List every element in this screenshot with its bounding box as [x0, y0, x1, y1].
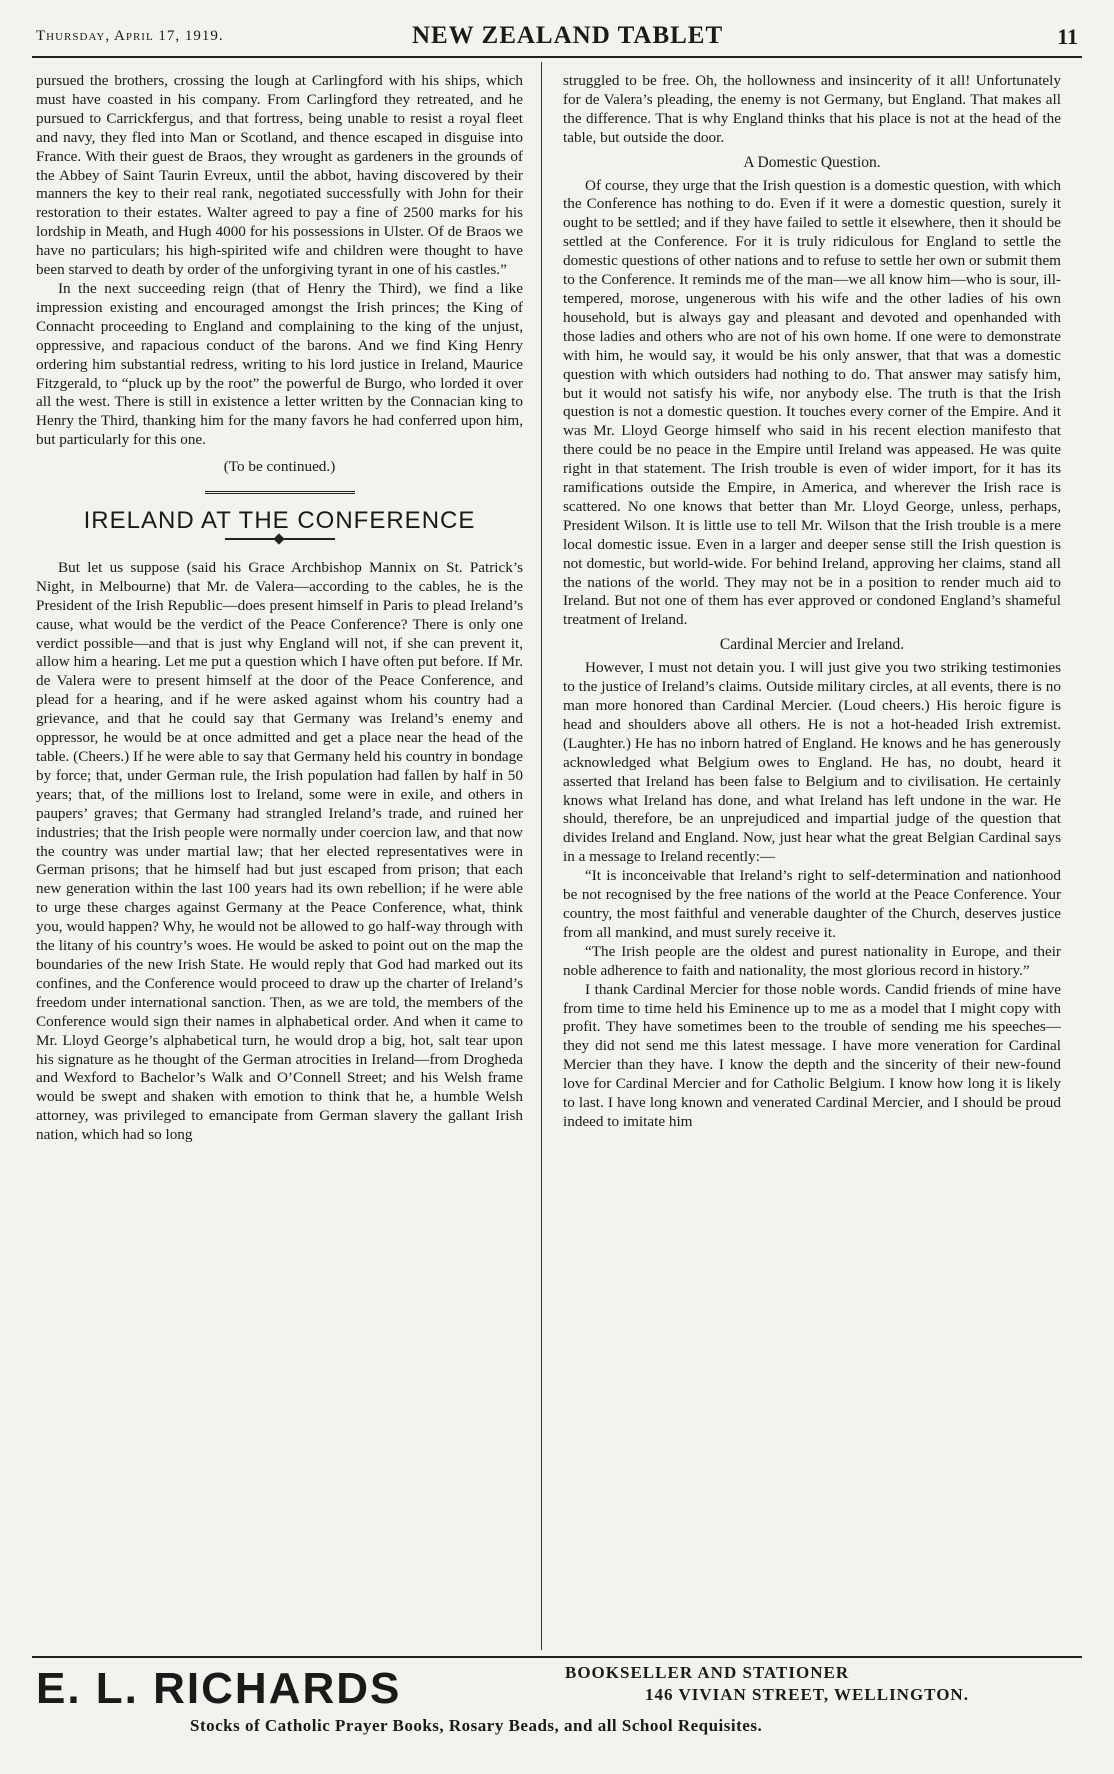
advertiser-trade: BOOKSELLER AND STATIONER — [565, 1663, 850, 1682]
article-paragraph: But let us suppose (said his Grace Archbishop Mannix on St. Patrick’s Night, in Melbourne) that Mr. de Valera—according to the cables, he is the President of the Irish Republic—does present himself in Paris to plead Ireland’s cause, what would be the verdict of the Peace Conference? There is only one verdict possible—and that is just why England will not, if she can prevent it, allow him a hearing. Let me put a question which I have often put before. If Mr. de Valera were to present himself at the door of the Peace Conference, and plead for a hearing, and if he were asked against whom his country had a grievance, and that he could say that Germany was Ireland’s enemy and oppressor, he would be at once admitted and get a place near the head of the table. (Cheers.) If he were able to say that Germany held his country in bondage by force; that, under German rule, the Irish population had fallen by half in 50 years; that, of the millions lost to Ireland, some were in exile, and others in paupers’ graves; that Germany had strangled Ireland’s trade, and ruined her industries; that the Irish people were normally under coercion law, and that now the country was under martial law; that her elected representatives were in German prisons; that he himself had but just escaped from prison; that each new generation within the last 100 years had its own rebellion; if he were able to urge these charges against Germany at the Peace Conference, what, think you, would happen? Why, he would not be allowed to go half-way through with the litany of his country’s woes. He would be asked to point out on the map the boundaries of the new Irish State. He would reply that God had marked out its confines, and the Conference would proceed to draw up the charter of Ireland’s freedom under international sanction. Then, as we are told, the members of the Conference would sign their names in alphabetical order. And when it came to Mr. Lloyd George’s alphabetical turn, he would drop a big, hot, salt tear upon his signature as he thought of the German atrocities in Ireland—from Drogheda and Wexford to Bachelor’s Walk and O’Connell Street; and his Welsh frame would be swept and shaken with emotion to think that he, a humble Welsh attorney, was privileged to emancipate from German slavery the gallant Irish nation, which had so long — [36, 558, 523, 1144]
article-paragraph: “The Irish people are the oldest and purest nationality in Europe, and their noble adherence to faith and nationality, the most glorious record in history.” — [563, 942, 1061, 979]
continued-note: (To be continued.) — [223, 458, 336, 476]
column-divider — [541, 62, 542, 1650]
right-column — [563, 72, 1061, 1132]
article-headline: IRELAND AT THE CONFERENCE — [83, 507, 476, 535]
page-number: 11 — [1057, 24, 1078, 49]
article-paragraph: However, I must not detain you. I will just give you two striking testimonies to the justice of Ireland’s claims. Outside military circles, at all events, there is no man more honored than Cardinal Mercier. (Loud cheers.) His heroic figure is head and shoulders above all others. He is not a hot-headed Irish extremist. (Laughter.) He has no inborn hatred of England. He knows and he has generously acknowledged what Belgium owes to England. He has, no doubt, heard it asserted that Ireland has been false to Belgium and to civilisation. He certainly knows what Ireland has done, and what Ireland has left undone in the war. He should, therefore, be an unprejudiced and impartial judge of the question that divides Ireland and England. Now, just hear what the great Belgian Cardinal says in a message to Ireland recently:— — [563, 659, 1061, 866]
footer-divider — [32, 1656, 1082, 1658]
section-divider — [205, 491, 355, 494]
masthead — [32, 22, 1082, 58]
issue-date: Thursday, April 17, 1919. — [36, 28, 224, 44]
article-paragraph: pursued the brothers, crossing the lough at Carlingford with his ships, which must have coasted in his company. From Carlingford they retreated, and he pursued to Carrickfergus, and that fortress, being unable to resist a royal fleet and navy, they fled into Man or Scotland, and thence escaped in disguise into France. With their guest de Braos, they wrought as gardeners in the grounds of the Abbey of Saint Taurin Evreux, until the abbot, having discovered by their manners the key to their real rank, negotiated successfully with John for their restoration to their estates. Walter agreed to pay a fine of 2500 marks for his lordship in Meath, and Hugh 4000 for his possessions in Ulster. Of de Braos we have no particulars; his high-spirited wife and children were thought to have been starved to death by order of the unforgiving tyrant in one of his castles.” — [36, 72, 523, 279]
advertiser-address: 146 VIVIAN STREET, WELLINGTON. — [645, 1685, 969, 1704]
newspaper-title: NEW ZEALAND TABLET — [412, 22, 724, 49]
article-paragraph: In the next succeeding reign (that of Henry the Third), we find a like impression existing and encouraged amongst the Irish princes; the King of Connacht proceeding to England and complaining to the king of the unjust, oppressive, and rapacious conduct of the barons. And we find King Henry ordering him substantial redress, writing to his lord justice in Ireland, Maurice Fitzgerald, to “pluck up by the root” the powerful de Burgo, who lorded it over all the west. There is still in existence a letter written by the Connacian king to Henry the Third, thanking him for the many favors he had conferred upon him, but particularly for this one. — [36, 279, 523, 449]
article-paragraph: “It is inconceivable that Ireland’s right to self-determination and nationhood be not recognised by the free nations of the world at the Peace Conference. Your country, the most faithful and venerable daughter of the Church, deserves justice from all mankind, and must surely receive it. — [563, 867, 1061, 941]
advertiser-stock-note: Stocks of Catholic Prayer Books, Rosary Beads, and all School Requisites. — [190, 1716, 763, 1735]
article-paragraph: I thank Cardinal Mercier for those noble words. Candid friends of mine have from time to time held his Eminence up to me as a model that I might copy with profit. They have sometimes been to the trouble of sending me his speeches—they did not send me this latest message. I have more veneration for Cardinal Mercier than they have. I know the depth and the sincerity of their new-found love for Cardinal Mercier and for Catholic Belgium. I know how long it is likely to last. I have long known and venerated Cardinal Mercier, and I should be proud indeed to imitate him — [563, 980, 1061, 1130]
section-subheading: A Domestic Question. — [743, 153, 881, 171]
section-subheading: Cardinal Mercier and Ireland. — [719, 636, 905, 654]
article-paragraph: struggled to be free. Oh, the hollowness and insincerity of it all! Unfortunately for de Valera’s pleading, the enemy is not Germany, but England. That makes all the difference. That is why England thinks that his place is not at the head of the table, but outside the door. — [563, 72, 1061, 146]
advertiser-name: E. L. RICHARDS — [36, 1664, 402, 1713]
left-column — [36, 72, 523, 1145]
headline-ornament — [225, 535, 335, 543]
article-paragraph: Of course, they urge that the Irish question is a domestic question, with which the Conference has nothing to do. Even if it were a domestic question, surely it ought to be settled; and if they have failed to settle it elsewhere, then it should be settled at the Conference. For it is truly ridiculous for England to settle the domestic questions of other nations and to refuse to settle her own or submit them to the Conference. It reminds me of the man—we all know him—who is sour, ill-tempered, morose, ungenerous with his wife and the other ladies of his own household, but is always gay and pleasant and devoted and openhanded with those ladies and others who are not of his own home. If one were to demonstrate with him, he would say, it would be his only answer, that that was a domestic question with which outsiders had nothing to do. That answer may satisfy him, but it would not satisfy his wife, nor anybody else. The truth is that the Irish question is not a domestic question. It touches every corner of the Empire. And it was Mr. Lloyd George himself who said in his recent election manifesto that there could be no peace in the Empire until Ireland was appeased. He was quite right in that statement. The Irish trouble is even of wider import, for it has its ramifications outside the Empire, in America, and wherever the Irish race is scattered. No one knows that better than Mr. Lloyd George, unless, perhaps, President Wilson. It is little use to tell Mr. Wilson that the Irish trouble is a mere local domestic issue. Even in a larger and deeper sense still the Irish question is not domestic, but world-wide. For behind Ireland, approving her claims, stand all the nations of the world. They may not be in a position to render much aid to Ireland. But not one of them has ever approved or condoned England’s shameful treatment of Ireland. — [563, 176, 1061, 629]
